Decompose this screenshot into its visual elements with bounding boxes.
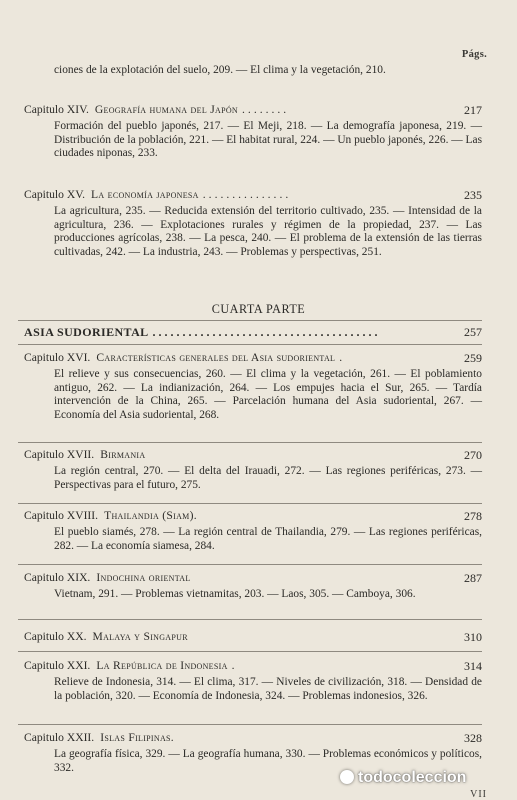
- section-title: ASIA SUDORIENTAL: [24, 325, 149, 339]
- chapter-xxi: [20, 658, 482, 703]
- chapter-title: La economía japonesa: [90, 188, 199, 201]
- chapter-label: Capitulo XXII.: [24, 731, 95, 744]
- chapter-heading: [20, 350, 482, 368]
- chapter-title: Indochina oriental: [96, 571, 191, 584]
- chapter-page-number: 328: [464, 731, 482, 745]
- divider: [18, 651, 482, 652]
- leader-dots: ........: [242, 103, 290, 116]
- chapter-page-number: 278: [464, 509, 482, 523]
- chapter-summary: Vietnam, 291. — Problemas vietnamitas, 203. — Laos, 305. — Camboya, 306.: [54, 588, 416, 600]
- continuation-text: ciones de la explotación del suelo, 209. — El clima y la vegetación, 210.: [54, 64, 386, 76]
- chapter-heading: [20, 508, 482, 526]
- chapter-page-number: 287: [464, 571, 482, 585]
- divider: [18, 503, 482, 504]
- chapter-summary: Formación del pueblo japonés, 217. — El Meji, 218. — La demografía japonesa, 219. — Distribución de la población, 221. — El habitat rural, 224. — Un pueblo japonés, 226. — Las ciudades niponas, 233.: [54, 120, 482, 160]
- leader-dots: .: [339, 351, 346, 364]
- chapter-label: Capitulo XVI.: [24, 351, 91, 364]
- divider: [18, 344, 482, 345]
- chapter-title: Birmania: [100, 448, 146, 461]
- chapter-title: Características generales del Asia sudoriental: [96, 351, 336, 364]
- divider: [18, 320, 482, 321]
- chapter-heading: [20, 629, 482, 647]
- chapter-title: Malaya y Singapur: [92, 630, 188, 643]
- chapter-label: Capitulo XIV.: [24, 103, 89, 116]
- section-heading: [20, 325, 482, 343]
- chapter-label: Capitulo XX.: [24, 630, 87, 643]
- pages-column-heading: Págs.: [461, 49, 487, 60]
- leader-dots: ...............: [202, 188, 292, 201]
- chapter-title: Geografía humana del Japón: [94, 103, 239, 116]
- chapter-summary: Relieve de Indonesia, 314. — El clima, 317. — Niveles de civilización, 318. — Densidad de la población, 320. — Economía de Indonesia, 324. — Problemas indonesios, 326.: [54, 676, 482, 702]
- section-page-number: 257: [464, 325, 482, 339]
- chapter-page-number: 310: [464, 630, 482, 644]
- chapter-heading: [20, 730, 482, 748]
- chapter-title: La República de Indonesia: [96, 659, 228, 672]
- chapter-title: Islas Filipinas.: [100, 731, 175, 744]
- chapter-xix: [20, 570, 482, 602]
- chapter-summary: El pueblo siamés, 278. — La región central de Thailandia, 279. — Las regiones periféricas, 282. — La economía siamesa, 284.: [54, 526, 482, 552]
- watermark-text: todocoleccion: [358, 769, 467, 786]
- chapter-label: Capitulo XVIII.: [24, 509, 99, 522]
- chapter-summary: El relieve y sus consecuencias, 260. — El clima y la vegetación, 261. — El poblamiento antiguo, 262. — La indianización, 264. — Los empujes hacia el Sur, 265. — Tardía intervención de la China, 265. — Parcelación humana del Asia sudoriental, 267. — Economía del Asia sudoriental, 268.: [54, 368, 482, 421]
- chapter-title: Thailandia (Siam).: [104, 509, 197, 522]
- chapter-summary: La agricultura, 235. — Reducida extensión del territorio cultivado, 235. — Intensidad de la agricultura, 236. — Explotaciones rurales y régimen de la propiedad, 237. — Las producciones agrícolas, 238. — La pesca, 240. — El problema de la extensión de las tierras cultivadas, 242. — La industria, 243. — Problemas y perspectivas, 251.: [54, 205, 482, 258]
- chapter-label: Capitulo XXI.: [24, 659, 91, 672]
- chapter-label: Capitulo XIX.: [24, 571, 91, 584]
- divider: [18, 442, 482, 443]
- watermark: [340, 769, 466, 787]
- chapter-heading: [20, 570, 482, 588]
- chapter-xviii: [20, 508, 482, 553]
- leader-dots: ......................................: [152, 325, 381, 339]
- watermark-logo-icon: [340, 770, 354, 784]
- chapter-page-number: 259: [464, 351, 482, 365]
- divider: [18, 724, 482, 725]
- chapter-label: Capitulo XV.: [24, 188, 85, 201]
- chapter-heading: [20, 658, 482, 676]
- chapter-page-number: 314: [464, 659, 482, 673]
- part-title: CUARTA PARTE: [211, 302, 306, 316]
- chapter-label: Capitulo XVII.: [24, 448, 95, 461]
- divider: [18, 619, 482, 620]
- chapter-heading: [20, 102, 482, 120]
- page-folio: VII: [470, 789, 487, 800]
- chapter-summary: La geografía física, 329. — La geografía humana, 330. — Problemas económicos y políticos, 332.: [54, 748, 482, 774]
- leader-dots: .: [231, 659, 238, 672]
- chapter-page-number: 217: [464, 103, 482, 117]
- chapter-page-number: 235: [464, 188, 482, 202]
- chapter-summary: La región central, 270. — El delta del Irauadi, 272. — Las regiones periféricas, 273. — Perspectivas para el futuro, 275.: [54, 465, 482, 491]
- chapter-xvi: [20, 350, 482, 422]
- chapter-xvii: [20, 447, 482, 492]
- chapter-xiv: [20, 102, 482, 161]
- chapter-heading: [20, 447, 482, 465]
- chapter-xv: [20, 187, 482, 259]
- continuation-block: [20, 64, 482, 78]
- divider: [18, 564, 482, 565]
- chapter-heading: [20, 187, 482, 205]
- chapter-page-number: 270: [464, 448, 482, 462]
- chapter-xx: [20, 629, 482, 647]
